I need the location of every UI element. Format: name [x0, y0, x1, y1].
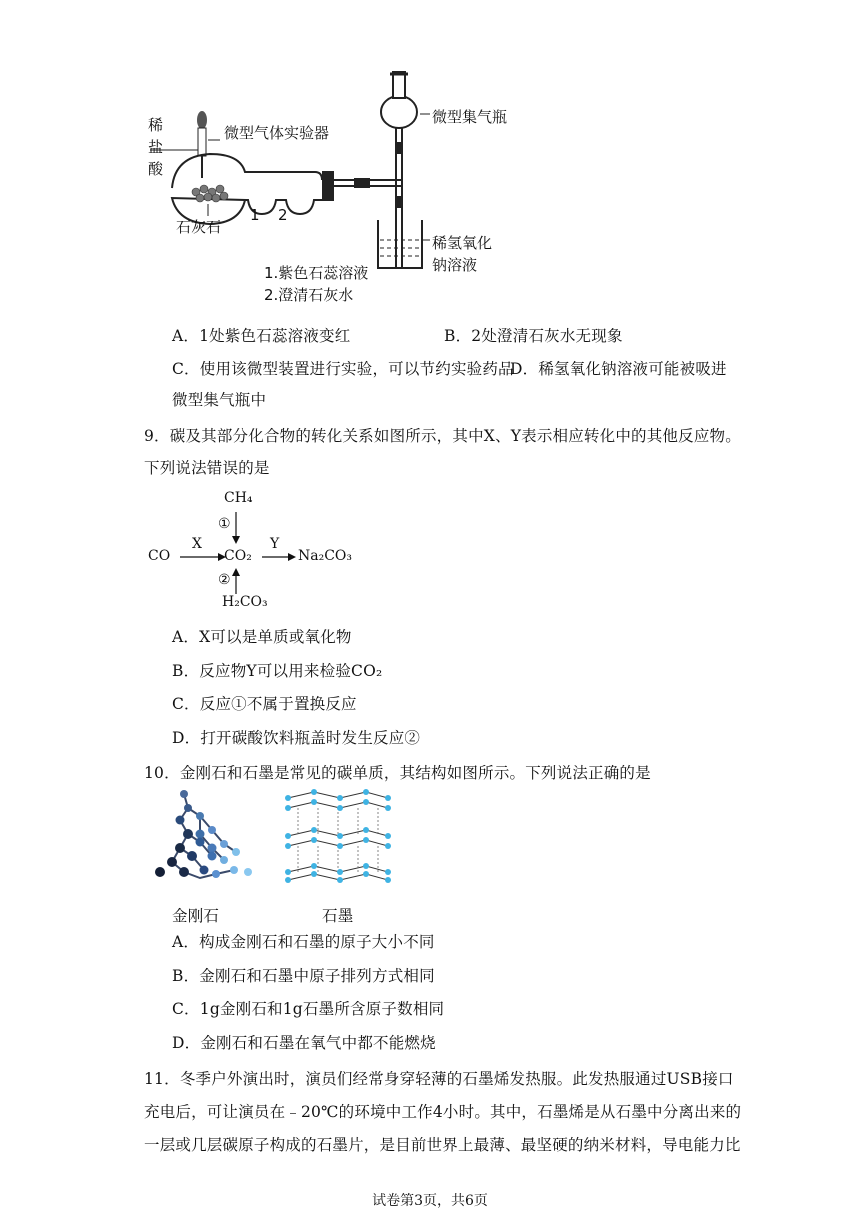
q9-option-b: B．反应物Y可以用来检验CO₂ — [172, 662, 383, 680]
limestone-pebbles — [192, 185, 228, 202]
label-micro-device: 微型气体实验器 — [224, 124, 330, 142]
beaker — [378, 220, 422, 268]
label-naoh-1: 稀氢氧化 — [432, 234, 493, 252]
q10-option-b: B．金刚石和石墨中原子排列方式相同 — [172, 967, 435, 985]
stopper — [322, 171, 334, 201]
q11-line3: 一层或几层碳原子构成的石墨片，是目前世界上最薄、最坚硬的纳米材料，导电能力比 — [144, 1136, 741, 1154]
q8-option-a: A．1处紫色石蕊溶液变红 — [172, 327, 351, 345]
legend-item-2: 2.澄清石灰水 — [264, 286, 354, 304]
q10-option-a: A．构成金刚石和石墨的原子大小不同 — [172, 933, 435, 951]
legend-item-1: 1.紫色石蕊溶液 — [264, 264, 369, 282]
q8-option-c: C．使用该微型装置进行实验，可以节约实验药品 — [172, 360, 514, 378]
diamond-atoms — [155, 790, 252, 878]
node-ch4: CH₄ — [224, 490, 253, 506]
diamond-structure-image — [144, 786, 264, 886]
label-collection-bottle: 微型集气瓶 — [432, 108, 508, 126]
carbon-conversion-diagram — [140, 488, 370, 618]
q9-option-a: A．X可以是单质或氧化物 — [172, 628, 352, 646]
reaction-1-marker: ① — [218, 516, 231, 532]
node-na2co3: Na₂CO₃ — [298, 548, 353, 564]
q9-stem-line2: 下列说法错误的是 — [144, 459, 270, 477]
dropper-bulb — [197, 111, 207, 129]
label-dilute-acid-1: 稀 — [148, 116, 164, 134]
label-well-2: 2 — [278, 206, 288, 224]
q8-option-d-line1: D．稀氢氧化钠溶液可能被吸进 — [510, 360, 727, 378]
page-footer: 试卷第3页，共6页 — [372, 1193, 488, 1209]
arrow-label-y: Y — [270, 536, 280, 552]
label-diamond: 金刚石 — [172, 907, 220, 925]
label-dilute-acid-2: 盐 — [148, 138, 164, 156]
q11-line2: 充电后，可让演员在﹣20℃的环境中工作4小时。其中，石墨烯是从石墨中分离出来的 — [144, 1103, 742, 1121]
label-dilute-acid-3: 酸 — [148, 160, 164, 178]
q9-option-d: D．打开碳酸饮料瓶盖时发生反应② — [172, 729, 421, 747]
label-limestone: 石灰石 — [176, 218, 222, 236]
apparatus-figure — [140, 68, 520, 306]
arrow-label-x: X — [192, 536, 202, 552]
q11-line1: 11．冬季户外演出时，演员们经常身穿轻薄的石墨烯发热服。此发热服通过USB接口 — [144, 1070, 734, 1088]
dropper-tube — [198, 128, 206, 156]
label-well-1: 1 — [250, 206, 260, 224]
q8-option-d-line2: 微型集气瓶中 — [172, 391, 267, 409]
label-naoh-2: 钠溶液 — [432, 256, 478, 274]
graphite-structure-image — [284, 786, 394, 886]
q10-stem: 10．金刚石和石墨是常见的碳单质，其结构如图所示。下列说法正确的是 — [144, 764, 651, 782]
q9-stem-line1: 9．碳及其部分化合物的转化关系如图所示，其中X、Y表示相应转化中的其他反应物。 — [144, 427, 741, 445]
reaction-2-marker: ② — [218, 572, 231, 588]
label-graphite: 石墨 — [322, 907, 354, 925]
node-co2: CO₂ — [224, 548, 252, 564]
q10-option-c: C．1g金刚石和1g石墨所含原子数相同 — [172, 1000, 445, 1018]
node-h2co3: H₂CO₃ — [222, 594, 268, 610]
node-co: CO — [148, 548, 171, 564]
collection-bottle — [381, 96, 417, 128]
q9-option-c: C．反应①不属于置换反应 — [172, 695, 357, 713]
q8-option-b: B．2处澄清石灰水无现象 — [444, 327, 623, 345]
q10-option-d: D．金刚石和石墨在氧气中都不能燃烧 — [172, 1034, 436, 1052]
